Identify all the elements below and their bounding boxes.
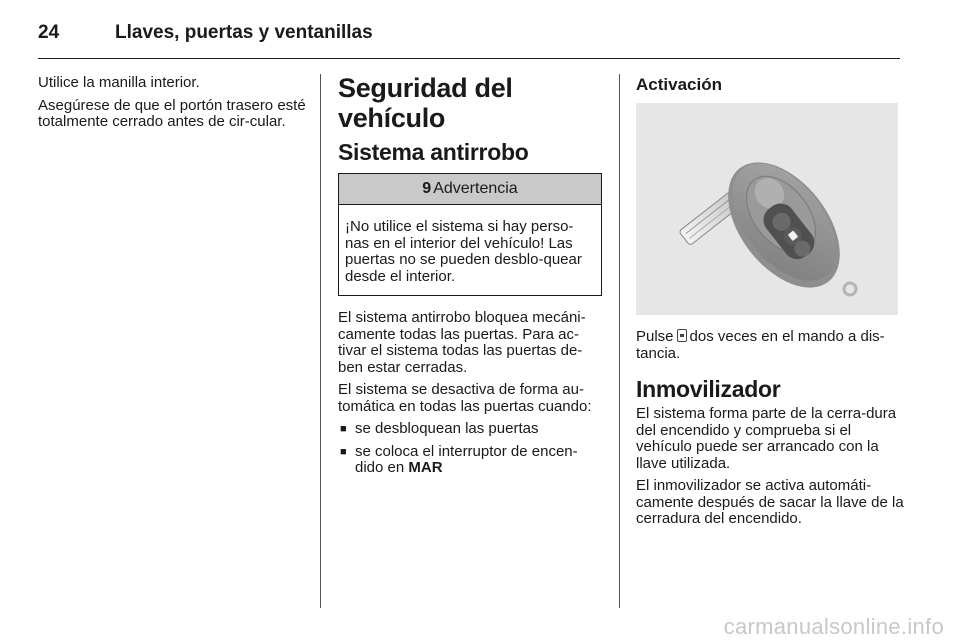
remote-key-photo xyxy=(636,103,898,315)
warning-header xyxy=(339,174,601,205)
list-item-text: se coloca el interruptor de encen-dido en xyxy=(355,442,578,476)
column-divider xyxy=(619,74,620,608)
warning-box xyxy=(338,173,602,296)
column-left xyxy=(38,75,308,137)
pulse-suffix: dos veces en el mando a dis-tancia. xyxy=(636,328,885,362)
switch-position: MAR xyxy=(408,459,443,476)
column-divider xyxy=(320,74,321,608)
warning-heading: Advertencia xyxy=(433,180,518,197)
bullet-list xyxy=(338,421,604,477)
pulse-prefix: Pulse xyxy=(636,328,674,345)
warning-icon: 9 xyxy=(422,180,432,197)
section-title: Seguridad del vehículo xyxy=(338,73,513,133)
watermark: carmanualsonline.info xyxy=(723,614,944,639)
paragraph xyxy=(636,329,906,362)
remote-key-icon xyxy=(636,103,898,315)
paragraph: El sistema se desactiva de forma au-tomática en todas las puertas cuando: xyxy=(338,381,592,415)
bullet-icon: ■ xyxy=(340,423,347,435)
lock-icon xyxy=(677,329,687,342)
paragraph: El sistema forma parte de la cerra-dura del encendido y comprueba si el vehículo puede ser arrancado con la llave utilizada. xyxy=(636,405,897,472)
paragraph: El sistema antirrobo bloquea mecáni-camente todas las puertas. Para ac-tivar el sistema todas las puertas de-ben estar cerradas. xyxy=(338,309,586,376)
subsection-title: Sistema antirrobo xyxy=(338,139,529,165)
column-middle xyxy=(338,75,604,483)
activation-heading: Activación xyxy=(636,75,722,94)
list-item xyxy=(338,444,604,477)
paragraph: Utilice la manilla interior. xyxy=(38,74,200,91)
warning-text: ¡No utilice el sistema si hay perso-nas en el interior del vehículo! Las puertas no se pueden desblo-quear desde el interior. xyxy=(345,218,582,285)
paragraph: El inmovilizador se activa automáti-camente después de sacar la llave de la cerradura del encendido. xyxy=(636,477,904,527)
page-header xyxy=(38,18,900,59)
list-item-text: se desbloquean las puertas xyxy=(355,420,539,437)
immobilizer-title: Inmovilizador xyxy=(636,376,781,402)
page-number: 24 xyxy=(38,22,60,43)
list-item xyxy=(338,421,604,438)
column-right xyxy=(636,75,906,534)
bullet-icon: ■ xyxy=(340,445,347,458)
page-title: Llaves, puertas y ventanillas xyxy=(115,22,373,43)
paragraph: Asegúrese de que el portón trasero esté totalmente cerrado antes de cir-cular. xyxy=(38,96,306,130)
